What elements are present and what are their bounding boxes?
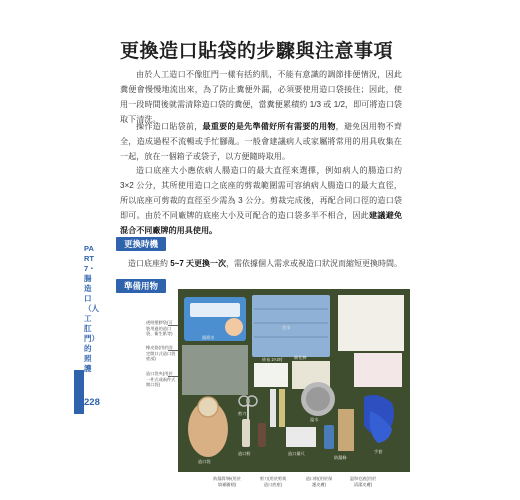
callout-bag-clip: 造口袋夾(用於一件式或兩件式開口袋)	[146, 371, 176, 387]
paragraph-size-a: 造口底座大小應依病人腸造口的最大直徑來選擇，例如病人的腸造口約 3×2 公分，其所使用造口之底座的剪裁範圍需可容納病人腸造口的最大直徑，所以底座可剪裁的直徑至少需為 3 公分。剪裁完成後，再配合同口徑的造口袋即可。由於不同廠牌的底座大小及可配合的造口袋多半不相合，因此	[120, 166, 402, 220]
page-title: 更換造口貼袋的步驟與注意事項	[120, 41, 394, 62]
label-tissue: 衛生紙	[358, 345, 371, 350]
caption-powder: 造口粉(用於保護皮膚)	[305, 476, 333, 487]
section-heading-timing: 更換時機	[116, 237, 166, 251]
label-towel: 毛巾	[282, 325, 291, 330]
seal-strips	[338, 409, 354, 451]
towel	[252, 295, 330, 357]
callout-plastic-bag: 透明塑膠袋(可裝用過的造口袋、衛生紙等)	[146, 320, 173, 336]
paragraph-preparation-c: ，避免因用物不齊全，造成過程不流暢或手忙腳亂。一般會建議病人或家屬將常用的用具收集在一起，放在一個箱子或袋子，以方便隨時取用。	[120, 122, 402, 161]
plastic-bag	[182, 345, 248, 395]
supplies-photo	[178, 289, 410, 472]
label-cotton: 棉花棒	[294, 355, 307, 360]
section-heading-supplies: 準備用物	[116, 279, 166, 293]
caption-soap: 溫和皂液(用於清潔皮膚)	[349, 476, 377, 487]
callout-rubber-band: 橡皮筋(用於固定開口式造口袋底部)	[146, 345, 176, 361]
caption-seal-paste: 防漏膏/條(用於填補皺褶)	[213, 476, 241, 487]
label-paste: 造口保護膏	[266, 381, 287, 386]
label-seal: 防漏條	[334, 455, 347, 460]
wrapped-item	[354, 353, 402, 387]
side-part: PART7	[84, 244, 94, 273]
label-ruler: 造口量尺	[288, 451, 305, 456]
timing-text-a: 造口底座約	[128, 259, 171, 268]
side-dot: ・	[88, 264, 96, 273]
label-water: 溫水	[310, 417, 319, 422]
label-bag: 造口袋	[198, 459, 211, 464]
paragraph-preparation-emphasis: 最重要的是先準備好所有需要的用物	[202, 122, 336, 131]
tissue-box	[338, 295, 404, 351]
timing-text	[128, 258, 402, 269]
powder-bottle	[242, 419, 250, 447]
paragraph-size-emphasis: 建議避免混合不同廠牌的用具使用。	[120, 211, 402, 235]
label-scissors: 剪刀	[238, 411, 247, 416]
side-chapter: 腸造口（人工肛門）的照護	[84, 274, 99, 373]
paragraph-intro: 由於人工造口不像肛門一樣有括約肌，不能有意識的調節排便情況，因此糞便會慢慢地流出來，為了防止糞便外漏，必須要使用造口袋接住；因此，使用一段時間後就需清除造口袋的糞便，當糞便累積約 1/3 或 1/2，即可將造口袋取下清洗。	[120, 70, 402, 124]
label-wipes: 濕紙巾	[202, 335, 215, 340]
page-number: 228	[84, 397, 100, 408]
timing-text-emphasis: 5~7 天更換一次	[170, 259, 227, 268]
label-gloves: 手套	[374, 449, 383, 454]
side-accent-bar	[74, 370, 84, 414]
paragraph-preparation-a: 操作造口貼袋前，	[136, 122, 203, 131]
caption-scissors: 剪刀(用於剪裁造口底座)	[259, 476, 287, 487]
paste-tube	[270, 389, 276, 427]
label-powder: 造口粉	[238, 451, 251, 456]
label-gauze: 紗布 2×2吋	[262, 357, 283, 362]
paragraph-preparation	[120, 119, 402, 164]
side-chapter-label	[84, 244, 99, 374]
measuring-guide	[286, 427, 316, 447]
timing-text-c: ，需依據個人需求或視造口狀況而縮短更換時間。	[226, 259, 403, 268]
paragraph-size	[120, 163, 402, 238]
